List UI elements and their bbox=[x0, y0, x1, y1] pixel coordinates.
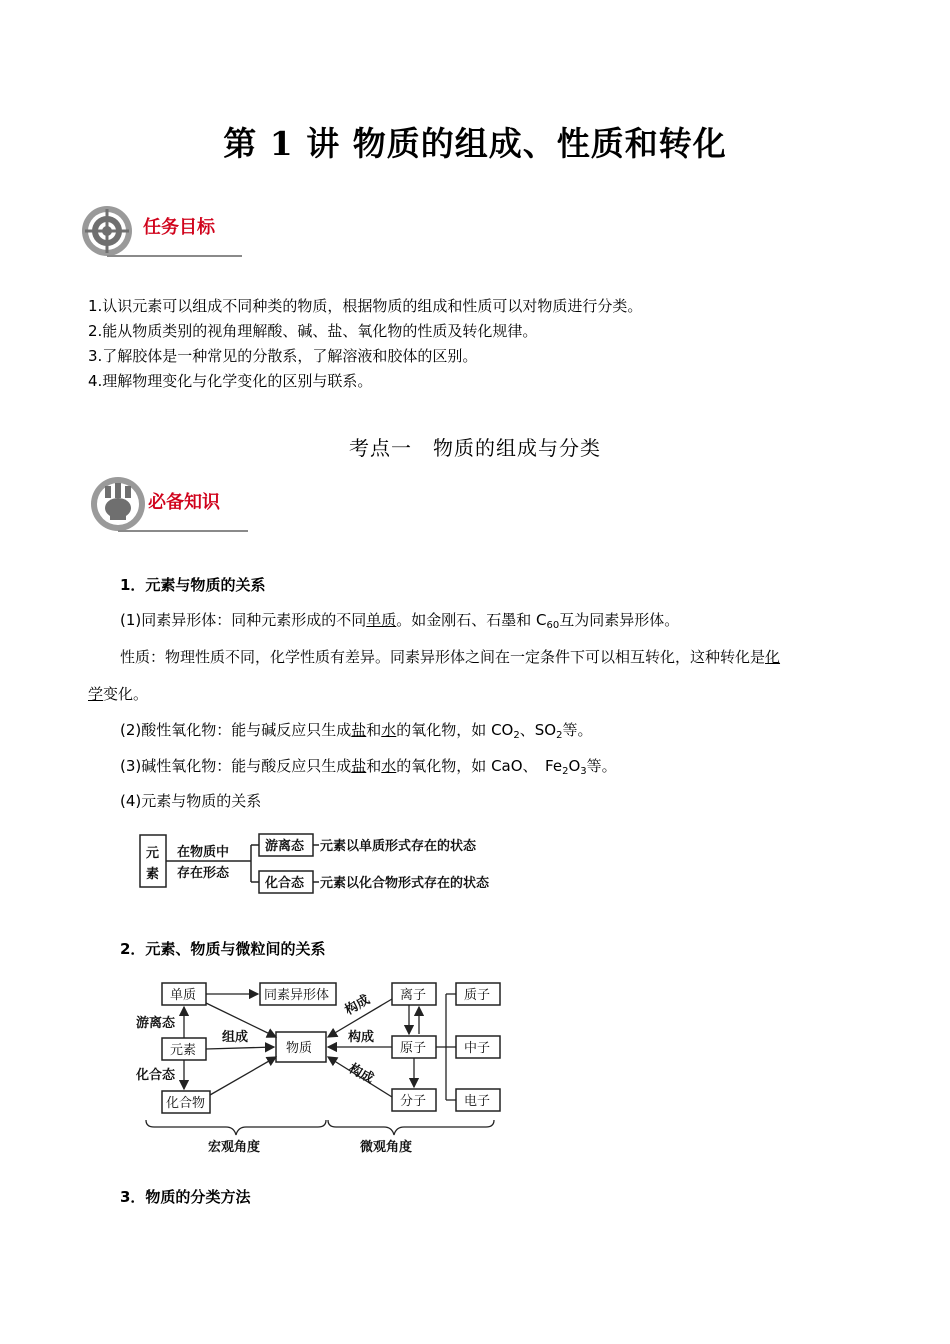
label-hongguan: 宏观角度 bbox=[208, 1140, 261, 1155]
page-title: 第 1 讲 物质的组成、性质和转化 bbox=[223, 124, 727, 163]
node-yuanzi: 原子 bbox=[400, 1041, 427, 1056]
label-goucheng-3: 构成 bbox=[346, 1061, 377, 1087]
objective-item: 1.认识元素可以组成不同种类的物质，根据物质的组成和性质可以对物质进行分类。 bbox=[88, 297, 643, 315]
label-huahe: 化合态 bbox=[136, 1068, 176, 1083]
node-tongsu: 同素异形体 bbox=[264, 988, 330, 1003]
node-fenzi: 分子 bbox=[400, 1094, 427, 1109]
diagram-element-top: 元 bbox=[146, 846, 160, 861]
diagram-state-combined-desc: 元素以化合物形式存在的状态 bbox=[320, 876, 490, 891]
node-zhongzi: 中子 bbox=[464, 1041, 491, 1056]
node-yuansu: 元素 bbox=[170, 1043, 197, 1058]
element-state-diagram bbox=[135, 826, 515, 898]
diagram-mid-bottom: 存在形态 bbox=[177, 866, 230, 881]
diagram-state-free-desc: 元素以单质形式存在的状态 bbox=[320, 839, 477, 854]
node-zhizi: 质子 bbox=[464, 988, 491, 1003]
section-label-knowledge: 必备知识 bbox=[148, 492, 220, 513]
section-label-objectives: 任务目标 bbox=[143, 217, 215, 238]
node-danzhi: 单质 bbox=[170, 988, 197, 1003]
paragraph-property: 性质：物理性质不同，化学性质有差异。同素异形体之间在一定条件下可以相互转化，这种转化是化 bbox=[120, 648, 781, 666]
node-dianzi: 电子 bbox=[464, 1094, 491, 1109]
label-weiguan: 微观角度 bbox=[360, 1140, 413, 1155]
label-zucheng: 组成 bbox=[222, 1030, 249, 1045]
objective-item: 4.理解物理变化与化学变化的区别与联系。 bbox=[88, 372, 373, 390]
objective-item: 2.能从物质类别的视角理解酸、碱、盐、氧化物的性质及转化规律。 bbox=[88, 322, 538, 340]
section-heading: 考点一 物质的组成与分类 bbox=[349, 436, 601, 460]
node-lizi: 离子 bbox=[400, 988, 427, 1003]
diagram-state-free: 游离态 bbox=[265, 839, 305, 854]
diagram-state-combined: 化合态 bbox=[265, 876, 305, 891]
paragraph-element-relation: (4)元素与物质的关系 bbox=[120, 792, 262, 810]
subheading-element-substance: 1．元素与物质的关系 bbox=[120, 576, 266, 594]
node-wuzhi: 物质 bbox=[286, 1041, 313, 1056]
label-youli: 游离态 bbox=[136, 1016, 176, 1031]
label-goucheng-2: 构成 bbox=[348, 1030, 375, 1045]
paragraph-acidic-oxide: (2)酸性氧化物：能与碱反应只生成盐和水的氧化物，如 $CO_2$、$SO_2$等。 bbox=[120, 721, 593, 741]
subheading-classification: 3．物质的分类方法 bbox=[120, 1188, 251, 1206]
node-huahewu: 化合物 bbox=[166, 1096, 206, 1111]
paragraph-basic-oxide: (3)碱性氧化物：能与酸反应只生成盐和水的氧化物，如 CaO、 $Fe_2O_3$等。 bbox=[120, 757, 617, 777]
diagram-element-bottom: 素 bbox=[146, 867, 160, 882]
label-goucheng-1: 构成 bbox=[342, 992, 373, 1019]
diagram-mid-top: 在物质中 bbox=[177, 845, 230, 860]
objective-item: 3.了解胶体是一种常见的分散系，了解溶液和胶体的区别。 bbox=[88, 347, 478, 365]
element-particle-diagram bbox=[126, 975, 516, 1155]
subheading-particles: 2．元素、物质与微粒间的关系 bbox=[120, 940, 326, 958]
paragraph-allotrope: (1)同素异形体：同种元素形成的不同单质。如金刚石、石墨和 $C_{60}$互为同素异形体。 bbox=[120, 611, 680, 631]
paragraph-property-cont: 学变化。 bbox=[88, 685, 149, 703]
